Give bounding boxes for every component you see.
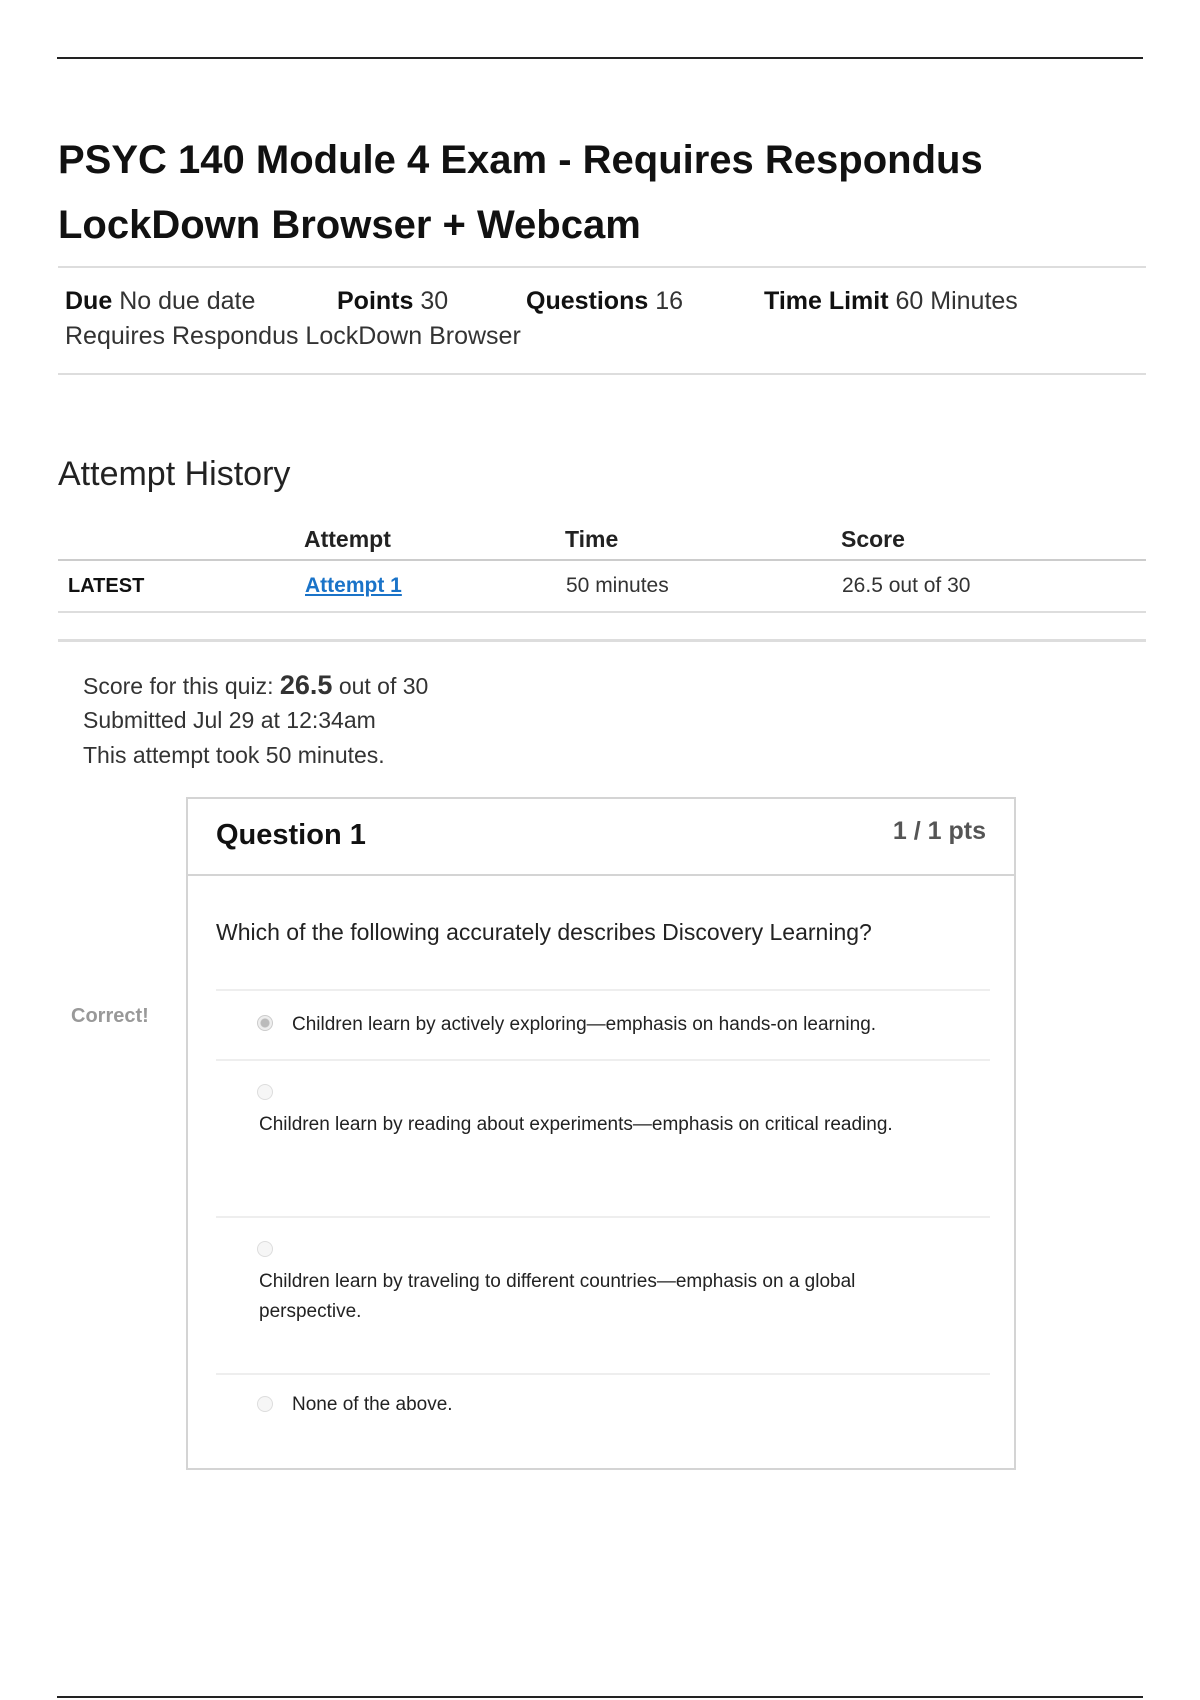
questions-label: Questions xyxy=(526,286,649,315)
score-value: 26.5 xyxy=(279,670,333,700)
radio-icon[interactable] xyxy=(257,1396,273,1412)
quiz-summary xyxy=(83,668,428,773)
answer-option[interactable] xyxy=(216,1059,990,1218)
questions-info xyxy=(526,287,764,316)
table-header-row xyxy=(58,519,1146,560)
divider xyxy=(58,639,1146,642)
points-label: Points xyxy=(337,286,414,315)
duration-text: This attempt took 50 minutes. xyxy=(83,742,385,768)
points-info xyxy=(337,287,526,316)
header-score: Score xyxy=(841,519,1146,560)
score-suffix: out of 30 xyxy=(338,673,429,699)
question-card xyxy=(186,797,1016,1470)
header-time: Time xyxy=(565,519,841,560)
due-info xyxy=(65,287,337,316)
attempt-score: 26.5 out of 30 xyxy=(841,560,1146,612)
radio-icon[interactable] xyxy=(257,1084,273,1100)
due-value: No due date xyxy=(119,286,256,315)
top-rule xyxy=(57,57,1143,59)
header-blank xyxy=(58,519,304,560)
question-header xyxy=(188,799,1014,876)
questions-value: 16 xyxy=(655,286,684,315)
page-title: PSYC 140 Module 4 Exam - Requires Respondus LockDown Browser + Webcam xyxy=(58,138,983,247)
divider xyxy=(58,266,1146,268)
score-line xyxy=(83,668,428,703)
header-attempt: Attempt xyxy=(304,519,565,560)
attempt-history-title: Attempt History xyxy=(58,455,291,493)
attempt-history-table xyxy=(58,519,1146,613)
radio-icon[interactable] xyxy=(257,1241,273,1257)
divider xyxy=(58,373,1146,375)
answer-option[interactable] xyxy=(216,1373,990,1455)
answer-text: Children learn by actively exploring—emphasis on hands-on learning. xyxy=(292,1014,877,1035)
attempt-time: 50 minutes xyxy=(565,560,841,612)
submitted-text: Submitted Jul 29 at 12:34am xyxy=(83,707,376,733)
question-points: 1 / 1 pts xyxy=(892,817,986,845)
time-limit-label: Time Limit xyxy=(764,286,889,315)
requirement-note: Requires Respondus LockDown Browser xyxy=(65,322,521,350)
quiz-details xyxy=(65,283,1135,351)
latest-tag: LATEST xyxy=(58,560,304,612)
time-limit-info xyxy=(764,287,1018,316)
answer-option[interactable] xyxy=(216,1216,990,1375)
radio-selected-icon[interactable] xyxy=(257,1015,273,1031)
table-row xyxy=(58,560,1146,612)
question-text: Which of the following accurately describes Discovery Learning? xyxy=(216,919,872,945)
answer-text: Children learn by reading about experiments—emphasis on critical reading. xyxy=(259,1114,893,1135)
answer-text: None of the above. xyxy=(292,1394,453,1415)
time-limit-value: 60 Minutes xyxy=(895,286,1018,315)
attempt-link[interactable]: Attempt 1 xyxy=(305,574,402,597)
due-label: Due xyxy=(65,286,113,315)
score-label: Score for this quiz: xyxy=(83,673,274,699)
answer-text: Children learn by traveling to different countries—emphasis on a global perspective. xyxy=(259,1271,856,1322)
bottom-rule xyxy=(57,1696,1143,1698)
answer-option[interactable] xyxy=(216,989,990,1061)
question-name: Question 1 xyxy=(216,819,366,851)
correct-answer-label: Correct! xyxy=(71,1005,149,1027)
points-value: 30 xyxy=(420,286,449,315)
